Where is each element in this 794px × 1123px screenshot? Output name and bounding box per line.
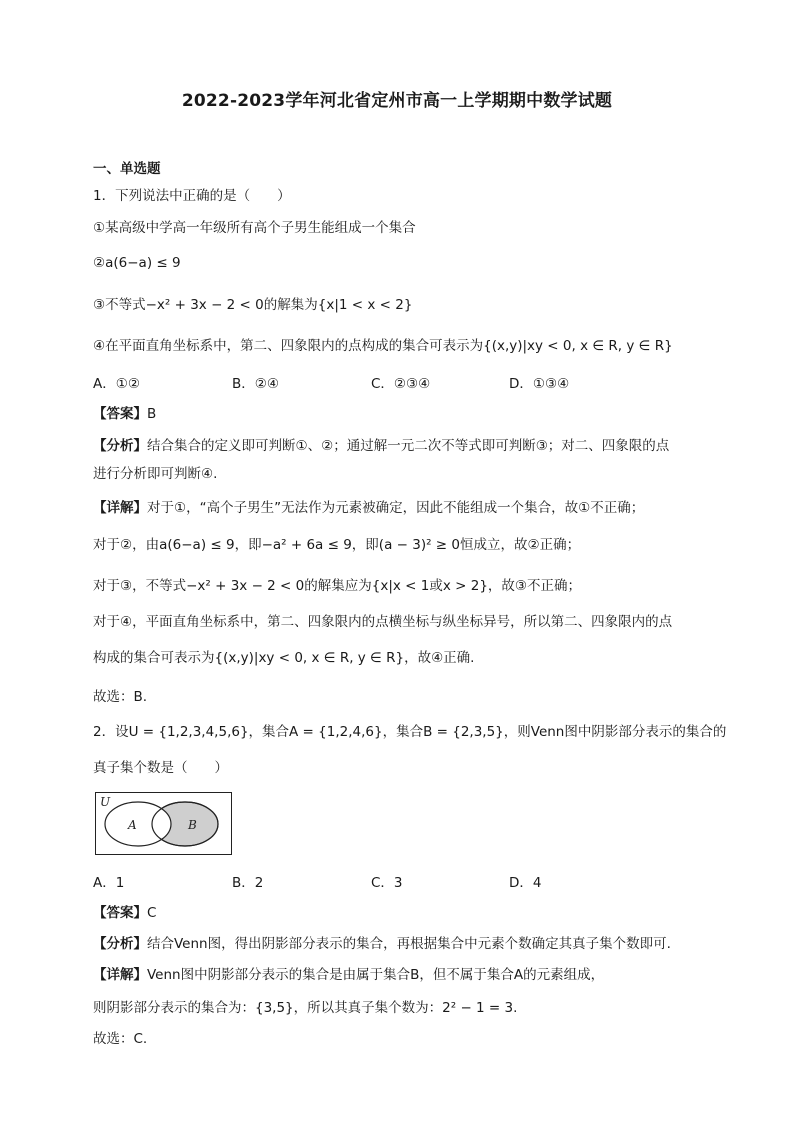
q2-answer-tag: 【答案】 xyxy=(93,905,147,921)
q1-analysis-tag: 【分析】 xyxy=(93,438,147,454)
q1-detail-1: 对于①，“高个子男生”无法作为元素被确定，因此不能组成一个集合，故①不正确； xyxy=(147,500,645,516)
venn-diagram xyxy=(95,792,232,855)
q1-choice: 故选：B. xyxy=(93,689,148,705)
q2-detail-1: Venn图中阴影部分表示的集合是由属于集合B，但不属于集合A的元素组成， xyxy=(147,967,605,983)
page-title: 2022-2023学年河北省定州市高一上学期期中数学试题 xyxy=(181,91,613,111)
q2-answer-line xyxy=(93,904,156,922)
q1-statement-1: ①某高级中学高一年级所有高个子男生能组成一个集合 xyxy=(93,220,416,236)
q2-stem-2: 真子集个数是（ ） xyxy=(93,760,228,776)
q2-option-b: B．2 xyxy=(232,875,264,891)
q2-option-a: A．1 xyxy=(93,875,125,891)
q2-detail-2: 则阴影部分表示的集合为：{3,5}，所以其真子集个数为：2² − 1 = 3. xyxy=(93,1000,518,1016)
q1-detail-4: 对于④，平面直角坐标系中，第二、四象限内的点横坐标与纵坐标异号，所以第二、四象限内的点 xyxy=(93,614,673,630)
q1-answer-line xyxy=(93,405,156,423)
q1-detail-2: 对于②，由a(6−a) ≤ 9，即−a² + 6a ≤ 9，即(a − 3)² ≥ 0恒成立，故②正确； xyxy=(93,537,581,553)
q1-detail-line-1 xyxy=(93,499,644,517)
q2-detail-line-1 xyxy=(93,966,604,984)
q2-detail-tag: 【详解】 xyxy=(93,967,147,983)
q2-option-c: C．3 xyxy=(371,875,403,891)
q1-detail-5: 构成的集合可表示为{(x,y)|xy < 0, x ∈ R, y ∈ R}，故④正确. xyxy=(93,650,475,666)
q1-option-c: C．②③④ xyxy=(371,376,431,392)
q1-analysis-line-1 xyxy=(93,437,669,455)
q2-analysis: 结合Venn图，得出阴影部分表示的集合，再根据集合中元素个数确定其真子集个数即可. xyxy=(147,936,671,952)
set-a-label: A xyxy=(128,818,137,832)
q1-detail-tag: 【详解】 xyxy=(93,500,147,516)
q2-choice: 故选：C. xyxy=(93,1031,148,1047)
q1-statement-4: ④在平面直角坐标系中，第二、四象限内的点构成的集合可表示为{(x,y)|xy < 0, x ∈ R, y ∈ R} xyxy=(93,338,673,354)
q1-statement-3: ③不等式−x² + 3x − 2 < 0的解集为{x|1 < x < 2} xyxy=(93,297,413,313)
q2-analysis-tag: 【分析】 xyxy=(93,936,147,952)
q1-answer: B xyxy=(147,406,157,422)
q2-option-d: D．4 xyxy=(509,875,542,891)
q2-stem-1: 2．设U = {1,2,3,4,5,6}，集合A = {1,2,4,6}，集合B = {2,3,5}，则Venn图中阴影部分表示的集合的 xyxy=(93,724,727,740)
q1-answer-tag: 【答案】 xyxy=(93,406,147,422)
q1-analysis-1: 结合集合的定义即可判断①、②；通过解一元二次不等式即可判断③；对二、四象限的点 xyxy=(147,438,670,454)
q1-analysis-2: 进行分析即可判断④. xyxy=(93,466,218,482)
q1-option-b: B．②④ xyxy=(232,376,279,392)
q2-answer: C xyxy=(147,905,157,921)
venn-svg xyxy=(96,793,231,854)
q1-stem: 1．下列说法中正确的是（ ） xyxy=(93,188,291,204)
q1-statement-2: ②a(6−a) ≤ 9 xyxy=(93,255,181,271)
q1-option-a: A．①② xyxy=(93,376,140,392)
universal-set-label: U xyxy=(100,795,111,809)
q2-analysis-line xyxy=(93,935,671,953)
set-b-label: B xyxy=(188,818,197,832)
q1-option-d: D．①③④ xyxy=(509,376,570,392)
section-heading: 一、单选题 xyxy=(93,161,161,177)
q1-detail-3: 对于③，不等式−x² + 3x − 2 < 0的解集应为{x|x < 1或x > 2}，故③不正确； xyxy=(93,578,582,594)
